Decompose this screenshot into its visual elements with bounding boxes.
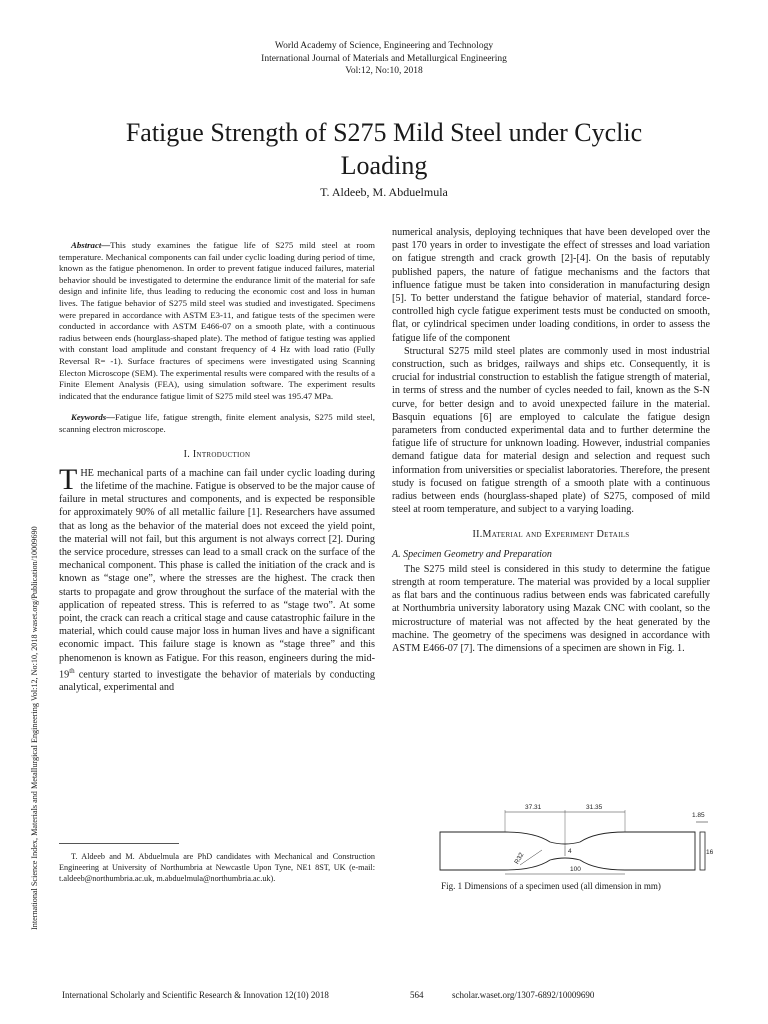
introduction-paragraph-1-continued: numerical analysis, deploying techniques that have been developed over the past 170 years in order to investigate the effect of stresses and load variation on fatigue strength and crack growth [2]-[4]. On the basis of reputably published papers, the nature of fatigue mechanisms and the factors that influence fatigue must be taken into consideration in manufacturing design [5]. To better understand the fatigue behavior of material, standard force-controlled high cycle fatigue experiment tests must be conducted on smooth, flat, or cylindrical specimen under loading conditions, in order to assess the fatigue life of the component [392,227,710,344]
abstract [59,240,375,402]
footer-url: scholar.waset.org/1307-6892/10009690 [452,990,595,1000]
dim-label-length-left: 37.31 [525,804,542,811]
paper-title [60,116,708,182]
header-line-publisher: World Academy of Science, Engineering and Technology [274,41,494,51]
subsection-heading-specimen: A. Specimen Geometry and Preparation [392,548,552,560]
journal-header [0,40,768,78]
footer-publisher: International Scholarly and Scientific Research & Innovation 12(10) 2018 [62,990,329,1000]
right-column [392,226,710,655]
keywords-label: Keywords— [71,412,115,423]
abstract-label: Abstract— [71,240,111,250]
header-line-volume: Vol:12, No:10, 2018 [345,66,423,76]
dim-label-thickness: 1.85 [692,812,705,819]
abstract-text: This study examines the fatigue life of S275 mild steel at room temperature. Mechanical components can fail under cyclic loading during period of time, known as the fatigue phenomenon. In order to prevent fatigue induced failures, material behavior should be investigated to determine the endurance limit of the material for safe design and infinite life, thus leading to reducing the economic cost and loss in human lives. The fatigue behavior of S275 mild steel was studied and investigated. Specimens were prepared in accordance with ASTM E3-11, and fatigue tests of the specimen were conducted in accordance with ASTM E466-07 on a smooth plate, with a continuous radius between ends (hourglass-shaped plate). The method of fatigue testing was applied with constant load amplitude and constant frequency of 4 Hz with load ratio (Fully Reversal R= -1). Surface fractures of specimens were investigated using Scanning Electon Microscope (SEM). The experimental results were compared with the results of a Finite Element Analysis (FEA), using simulation software. The experiment results indicated that the endurance fatigue limit of S275 mild steel was 195.47 MPa. [59,240,375,401]
dim-label-radius: R32 [513,851,526,866]
footnote-divider [59,843,179,844]
footer-page-number: 564 [410,990,424,1000]
left-column [59,240,375,695]
introduction-paragraph-1: THE mechanical parts of a machine can fail under cyclic loading during the lifetime of the machine. Fatigue is observed to be the major cause of failure in metal structures and components, and is expected be responsible for approximately 90% of all metallic failure [1]. Researchers have assumed that as long as the behavior of the material does not exceed the yield point, the material will not fail, but this argument is not always correct [2]. During the service procedure, stresses can lead to a small crack on the surface of the mechanical component. This phase is called the initiation of the crack and is known as “stage one”, where the stresses are the highest. The crack then starts to propagate and grow throughout the surface of the material with the application of repeated stress. This is referred to as “stage two”. At some point, the crack can reach a critical stage and cause catastrophic failure in the material, which could cause major loss in human lives and have a significant economic impact. This failure stage is known as “stage three” and this phenomenon is known as Fatigue. For this reason, engineers during the mid-19th century started to investigate the behavior of materials by conducting analytical, experimental and [59,462,375,694]
figure-caption: Fig. 1 Dimensions of a specimen used (all dimension in mm) [441,881,661,891]
author-list: T. Aldeeb, M. Abduelmula [320,185,448,199]
keywords-text: Fatigue life, fatigue strength, finite element analysis, S275 mild steel, scanning electron microscope. [59,412,375,434]
title-line-1: Fatigue Strength of S275 Mild Steel under Cyclic [125,118,643,147]
dim-label-width: 16 [706,849,714,856]
materials-paragraph-1: The S275 mild steel is considered in this study to determine the fatigue strength at room temperature. The material was provided by a local supplier as flat bars and the continuous radius between ends was fabricated carefully at Northumbria university laboratory using Mazak CNC with coolant, so the microstructure of material was not affected by the heat generated by the machine. The geometry of the specimens was designed in accordance with ASTM E466-07 [7]. The dimensions of a specimen are shown in Fig. 1. [392,563,710,655]
section-heading-introduction: I. Introduction [183,448,251,460]
section-heading-materials: II.Material and Experiment Details [472,529,630,541]
drop-cap: T [59,462,78,496]
dim-label-neck-width: 4 [568,848,572,855]
header-line-journal: International Journal of Materials and Metallurgical Engineering [261,53,507,64]
keywords [59,412,375,435]
dim-label-overall-length: 100 [570,866,581,873]
dim-label-length-right: 31.35 [586,804,603,811]
side-index-strip: International Science Index, Materials and Metallurgical Engineering Vol:12, No:10, 2018 waset.org/Publication/10009690 [30,526,39,930]
specimen-dimension-figure [430,800,714,875]
title-line-2: Loading [340,151,428,180]
specimen-thickness-view [700,832,705,870]
introduction-paragraph-2: Structural S275 mild steel plates are commonly used in most industrial construction, such as bridges, railways and ships etc. Consequently, it is crucial for industrial construction to establish the fatigue strength of material, in terms of stress and the number of cycles needed to fail, known as the S-N curve, for better design and to avoid unexpected failure in the material. Basquin equations [6] are employed to calculate the fatigue design parameters from conducted experimental data and to further determine the fatigue life of structure for unknown loading. However, industrial companies demand fatigue data for material design and selection and request such information from universities or specialist laboratories. Therefore, the present study is focused on fatigue strength of a smooth plate with a continuous radius between ends (hourglass-shaped plate) of S275, composed of mild steel at room temperature, and subject to a varying loading. [392,345,710,516]
author-footnote: T. Aldeeb and M. Abduelmula are PhD candidates with Mechanical and Construction Engineering at University of Northumbria at Newcastle Upon Tyne, NE1 8ST, UK (e-mail: t.aldeeb@northumbria.ac.uk, m.abduelmula@northumbria.ac.uk). [59,852,375,883]
